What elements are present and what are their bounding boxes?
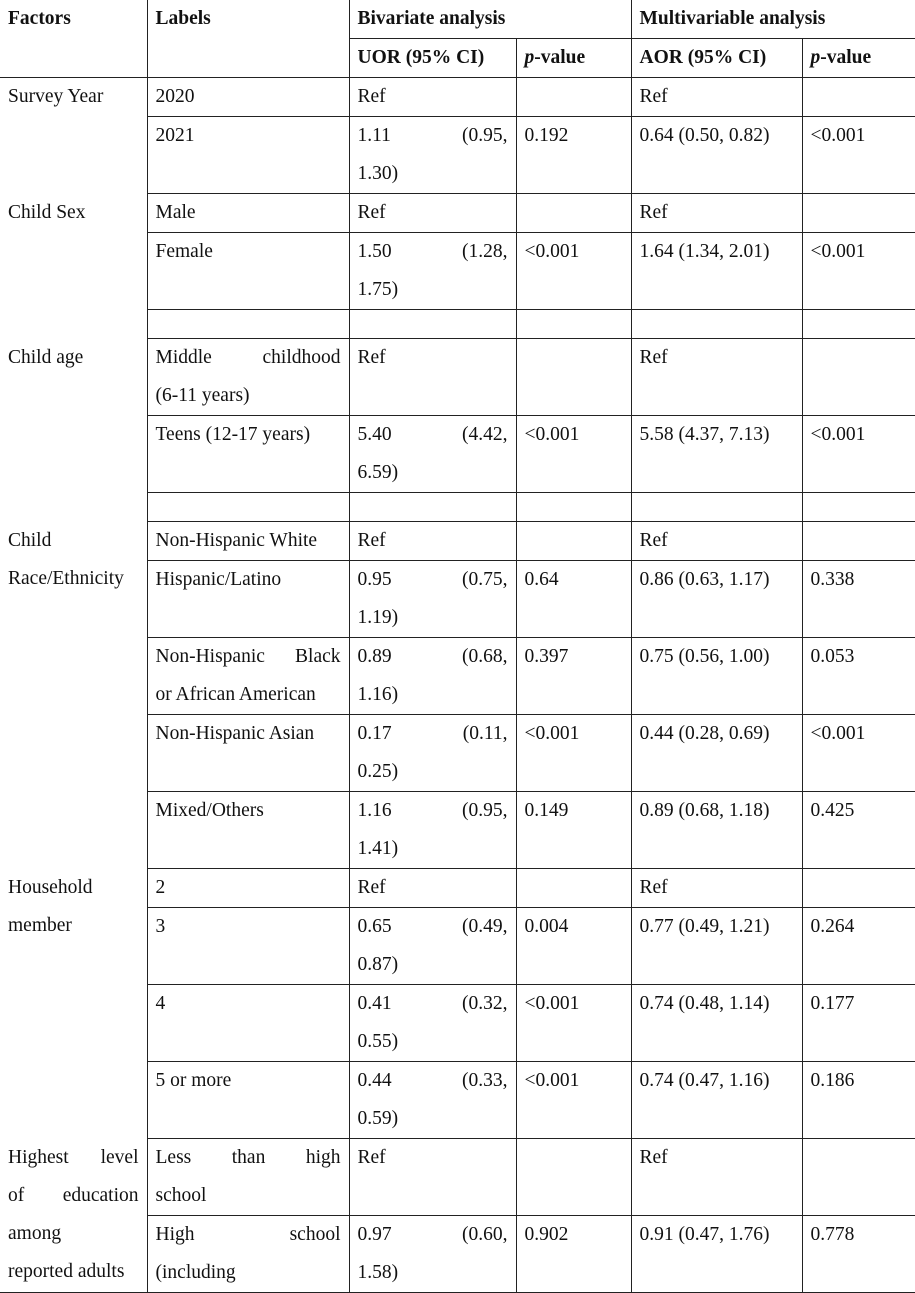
p-italic: p (810, 47, 821, 68)
label-line: school (155, 1185, 207, 1206)
uor-ci-low: (0.95, (462, 800, 508, 821)
p2-cell (802, 194, 915, 233)
p1-cell: <0.001 (516, 416, 631, 493)
label-cell: 4 (147, 985, 349, 1062)
uor-estimate: 0.97 (357, 1224, 392, 1245)
uor-cell (349, 638, 516, 715)
p1-cell: <0.001 (516, 1062, 631, 1139)
label-word: childhood (262, 347, 341, 368)
uor-ci-high: 0.87) (357, 954, 399, 975)
factor-education (0, 1139, 147, 1293)
label-word: High (155, 1224, 195, 1245)
aor-cell: 0.64 (0.50, 0.82) (631, 117, 802, 194)
uor-ci-high: 0.59) (357, 1108, 399, 1129)
uor-cell (349, 1216, 516, 1293)
p1-cell: 0.902 (516, 1216, 631, 1293)
empty-cell (802, 493, 915, 522)
p1-cell: 0.192 (516, 117, 631, 194)
empty-cell (147, 493, 349, 522)
label-cell: Mixed/Others (147, 792, 349, 869)
p1-cell (516, 1139, 631, 1216)
p1-cell: 0.64 (516, 561, 631, 638)
uor-ci-low: (0.75, (462, 569, 508, 590)
factor-household (0, 869, 147, 1139)
p1-cell (516, 869, 631, 908)
label-cell: 5 or more (147, 1062, 349, 1139)
empty-cell (516, 493, 631, 522)
p2-cell: <0.001 (802, 233, 915, 310)
factor-child-race (0, 522, 147, 869)
aor-cell: Ref (631, 522, 802, 561)
empty-cell (349, 493, 516, 522)
p1-cell (516, 194, 631, 233)
uor-ci-high: 1.41) (357, 838, 399, 859)
uor-estimate: 1.11 (357, 125, 391, 146)
p2-cell: 0.778 (802, 1216, 915, 1293)
label-cell: Non-Hispanic White (147, 522, 349, 561)
aor-cell: 0.89 (0.68, 1.18) (631, 792, 802, 869)
uor-cell (349, 117, 516, 194)
header-p-value-2 (802, 39, 915, 78)
factor-child-age: Child age (8, 346, 84, 368)
uor-ci-low: (0.68, (462, 646, 508, 667)
uor-estimate: 0.65 (357, 916, 392, 937)
empty-cell (516, 310, 631, 339)
uor-ci-high: 6.59) (357, 462, 399, 483)
uor-cell (349, 792, 516, 869)
p1-cell: 0.149 (516, 792, 631, 869)
label-cell: 2 (147, 869, 349, 908)
aor-cell: Ref (631, 869, 802, 908)
uor-ci-low: (0.11, (462, 723, 508, 744)
factor-line: Household (8, 876, 93, 898)
aor-cell: 1.64 (1.34, 2.01) (631, 233, 802, 310)
uor-cell (349, 908, 516, 985)
uor-cell: Ref (349, 78, 516, 117)
uor-estimate: 0.89 (357, 646, 392, 667)
header-row-1 (0, 0, 915, 39)
uor-ci-low: (0.33, (462, 1070, 508, 1091)
table-row (0, 78, 915, 117)
uor-ci-high: 0.25) (357, 761, 399, 782)
label-word: than (231, 1147, 266, 1168)
p1-cell (516, 339, 631, 416)
p2-cell: 0.338 (802, 561, 915, 638)
p1-cell: 0.004 (516, 908, 631, 985)
header-factors: Factors (8, 8, 71, 29)
label-cell (147, 1216, 349, 1293)
aor-cell: Ref (631, 339, 802, 416)
uor-cell (349, 416, 516, 493)
uor-ci-low: (0.32, (462, 993, 508, 1014)
uor-cell: Ref (349, 194, 516, 233)
uor-estimate: 5.40 (357, 424, 392, 445)
uor-estimate: 1.50 (357, 241, 392, 262)
header-aor: AOR (95% CI) (631, 39, 802, 78)
label-cell: 2021 (147, 117, 349, 194)
p1-cell: <0.001 (516, 715, 631, 792)
uor-cell (349, 985, 516, 1062)
factor-line: Race/Ethnicity (8, 567, 124, 589)
header-uor: UOR (95% CI) (349, 39, 516, 78)
factor-survey-year: Survey Year (0, 78, 147, 194)
label-cell: Teens (12-17 years) (147, 416, 349, 493)
label-cell (147, 1139, 349, 1216)
table-row (0, 339, 915, 416)
p2-cell: 0.186 (802, 1062, 915, 1139)
empty-cell (631, 310, 802, 339)
factor-line: reported adults (8, 1260, 125, 1282)
uor-cell (349, 233, 516, 310)
uor-cell: Ref (349, 522, 516, 561)
uor-cell (349, 715, 516, 792)
p2-cell: 0.425 (802, 792, 915, 869)
header-multivariable: Multivariable analysis (631, 0, 915, 39)
label-cell: 3 (147, 908, 349, 985)
p2-cell: <0.001 (802, 715, 915, 792)
uor-ci-high: 1.58) (357, 1262, 399, 1283)
uor-cell: Ref (349, 869, 516, 908)
label-cell (147, 638, 349, 715)
p2-cell: <0.001 (802, 117, 915, 194)
header-p-value-1 (516, 39, 631, 78)
p-suffix: -value (820, 47, 872, 68)
p1-cell (516, 522, 631, 561)
p1-cell: 0.397 (516, 638, 631, 715)
empty-cell (802, 310, 915, 339)
table-row (0, 522, 915, 561)
uor-ci-low: (0.49, (462, 916, 508, 937)
uor-cell: Ref (349, 339, 516, 416)
aor-cell: 0.44 (0.28, 0.69) (631, 715, 802, 792)
aor-cell: 0.86 (0.63, 1.17) (631, 561, 802, 638)
uor-ci-high: 1.19) (357, 607, 399, 628)
uor-estimate: 0.44 (357, 1070, 392, 1091)
uor-estimate: 1.16 (357, 800, 392, 821)
uor-ci-high: 0.55) (357, 1031, 399, 1052)
aor-cell: Ref (631, 194, 802, 233)
p1-cell (516, 78, 631, 117)
p2-cell: 0.053 (802, 638, 915, 715)
factor-word: education (62, 1184, 139, 1206)
label-word: Middle (155, 347, 212, 368)
header-labels: Labels (147, 0, 349, 78)
label-word: Less (155, 1147, 192, 1168)
empty-cell (147, 310, 349, 339)
label-line: (including (155, 1262, 236, 1283)
empty-cell (349, 310, 516, 339)
p2-cell (802, 339, 915, 416)
aor-cell: Ref (631, 78, 802, 117)
factor-line: Child (8, 529, 52, 551)
uor-ci-low: (1.28, (462, 241, 508, 262)
label-cell: Non-Hispanic Asian (147, 715, 349, 792)
p-suffix: -value (534, 47, 586, 68)
factor-word: level (100, 1146, 139, 1168)
p2-cell (802, 522, 915, 561)
aor-cell: Ref (631, 1139, 802, 1216)
uor-ci-low: (4.42, (462, 424, 508, 445)
p2-cell (802, 869, 915, 908)
uor-estimate: 0.41 (357, 993, 392, 1014)
p2-cell: 0.264 (802, 908, 915, 985)
uor-estimate: 0.17 (357, 723, 392, 744)
uor-cell: Ref (349, 1139, 516, 1216)
p1-cell: <0.001 (516, 985, 631, 1062)
aor-cell: 0.75 (0.56, 1.00) (631, 638, 802, 715)
label-word: high (305, 1147, 341, 1168)
label-cell (147, 339, 349, 416)
uor-ci-low: (0.60, (462, 1224, 508, 1245)
label-cell: Female (147, 233, 349, 310)
p2-cell (802, 78, 915, 117)
label-cell: Hispanic/Latino (147, 561, 349, 638)
empty-cell (631, 493, 802, 522)
p-italic: p (524, 47, 535, 68)
aor-cell: 0.77 (0.49, 1.21) (631, 908, 802, 985)
aor-cell: 5.58 (4.37, 7.13) (631, 416, 802, 493)
uor-ci-high: 1.16) (357, 684, 399, 705)
p2-cell (802, 1139, 915, 1216)
factor-line: among (8, 1222, 62, 1244)
header-bivariate: Bivariate analysis (349, 0, 631, 39)
uor-cell (349, 561, 516, 638)
uor-cell (349, 1062, 516, 1139)
uor-ci-high: 1.75) (357, 279, 399, 300)
aor-cell: 0.74 (0.47, 1.16) (631, 1062, 802, 1139)
aor-cell: 0.74 (0.48, 1.14) (631, 985, 802, 1062)
uor-ci-high: 1.30) (357, 163, 399, 184)
label-line: or African American (155, 684, 316, 705)
uor-estimate: 0.95 (357, 569, 392, 590)
label-cell: 2020 (147, 78, 349, 117)
label-cell: Male (147, 194, 349, 233)
factor-word: of (8, 1184, 25, 1206)
p2-cell: 0.177 (802, 985, 915, 1062)
table-row (0, 1139, 915, 1216)
label-line: (6-11 years) (155, 385, 250, 406)
label-word: school (289, 1224, 341, 1245)
p1-cell: <0.001 (516, 233, 631, 310)
factor-child-sex: Child Sex (8, 201, 86, 223)
factor-word: Highest (8, 1146, 69, 1168)
factor-line: member (8, 914, 72, 936)
label-word: Non-Hispanic (155, 646, 265, 667)
uor-ci-low: (0.95, (462, 125, 508, 146)
label-word: Black (295, 646, 341, 667)
aor-cell: 0.91 (0.47, 1.76) (631, 1216, 802, 1293)
table-row (0, 869, 915, 908)
p2-cell: <0.001 (802, 416, 915, 493)
table-row (0, 194, 915, 233)
